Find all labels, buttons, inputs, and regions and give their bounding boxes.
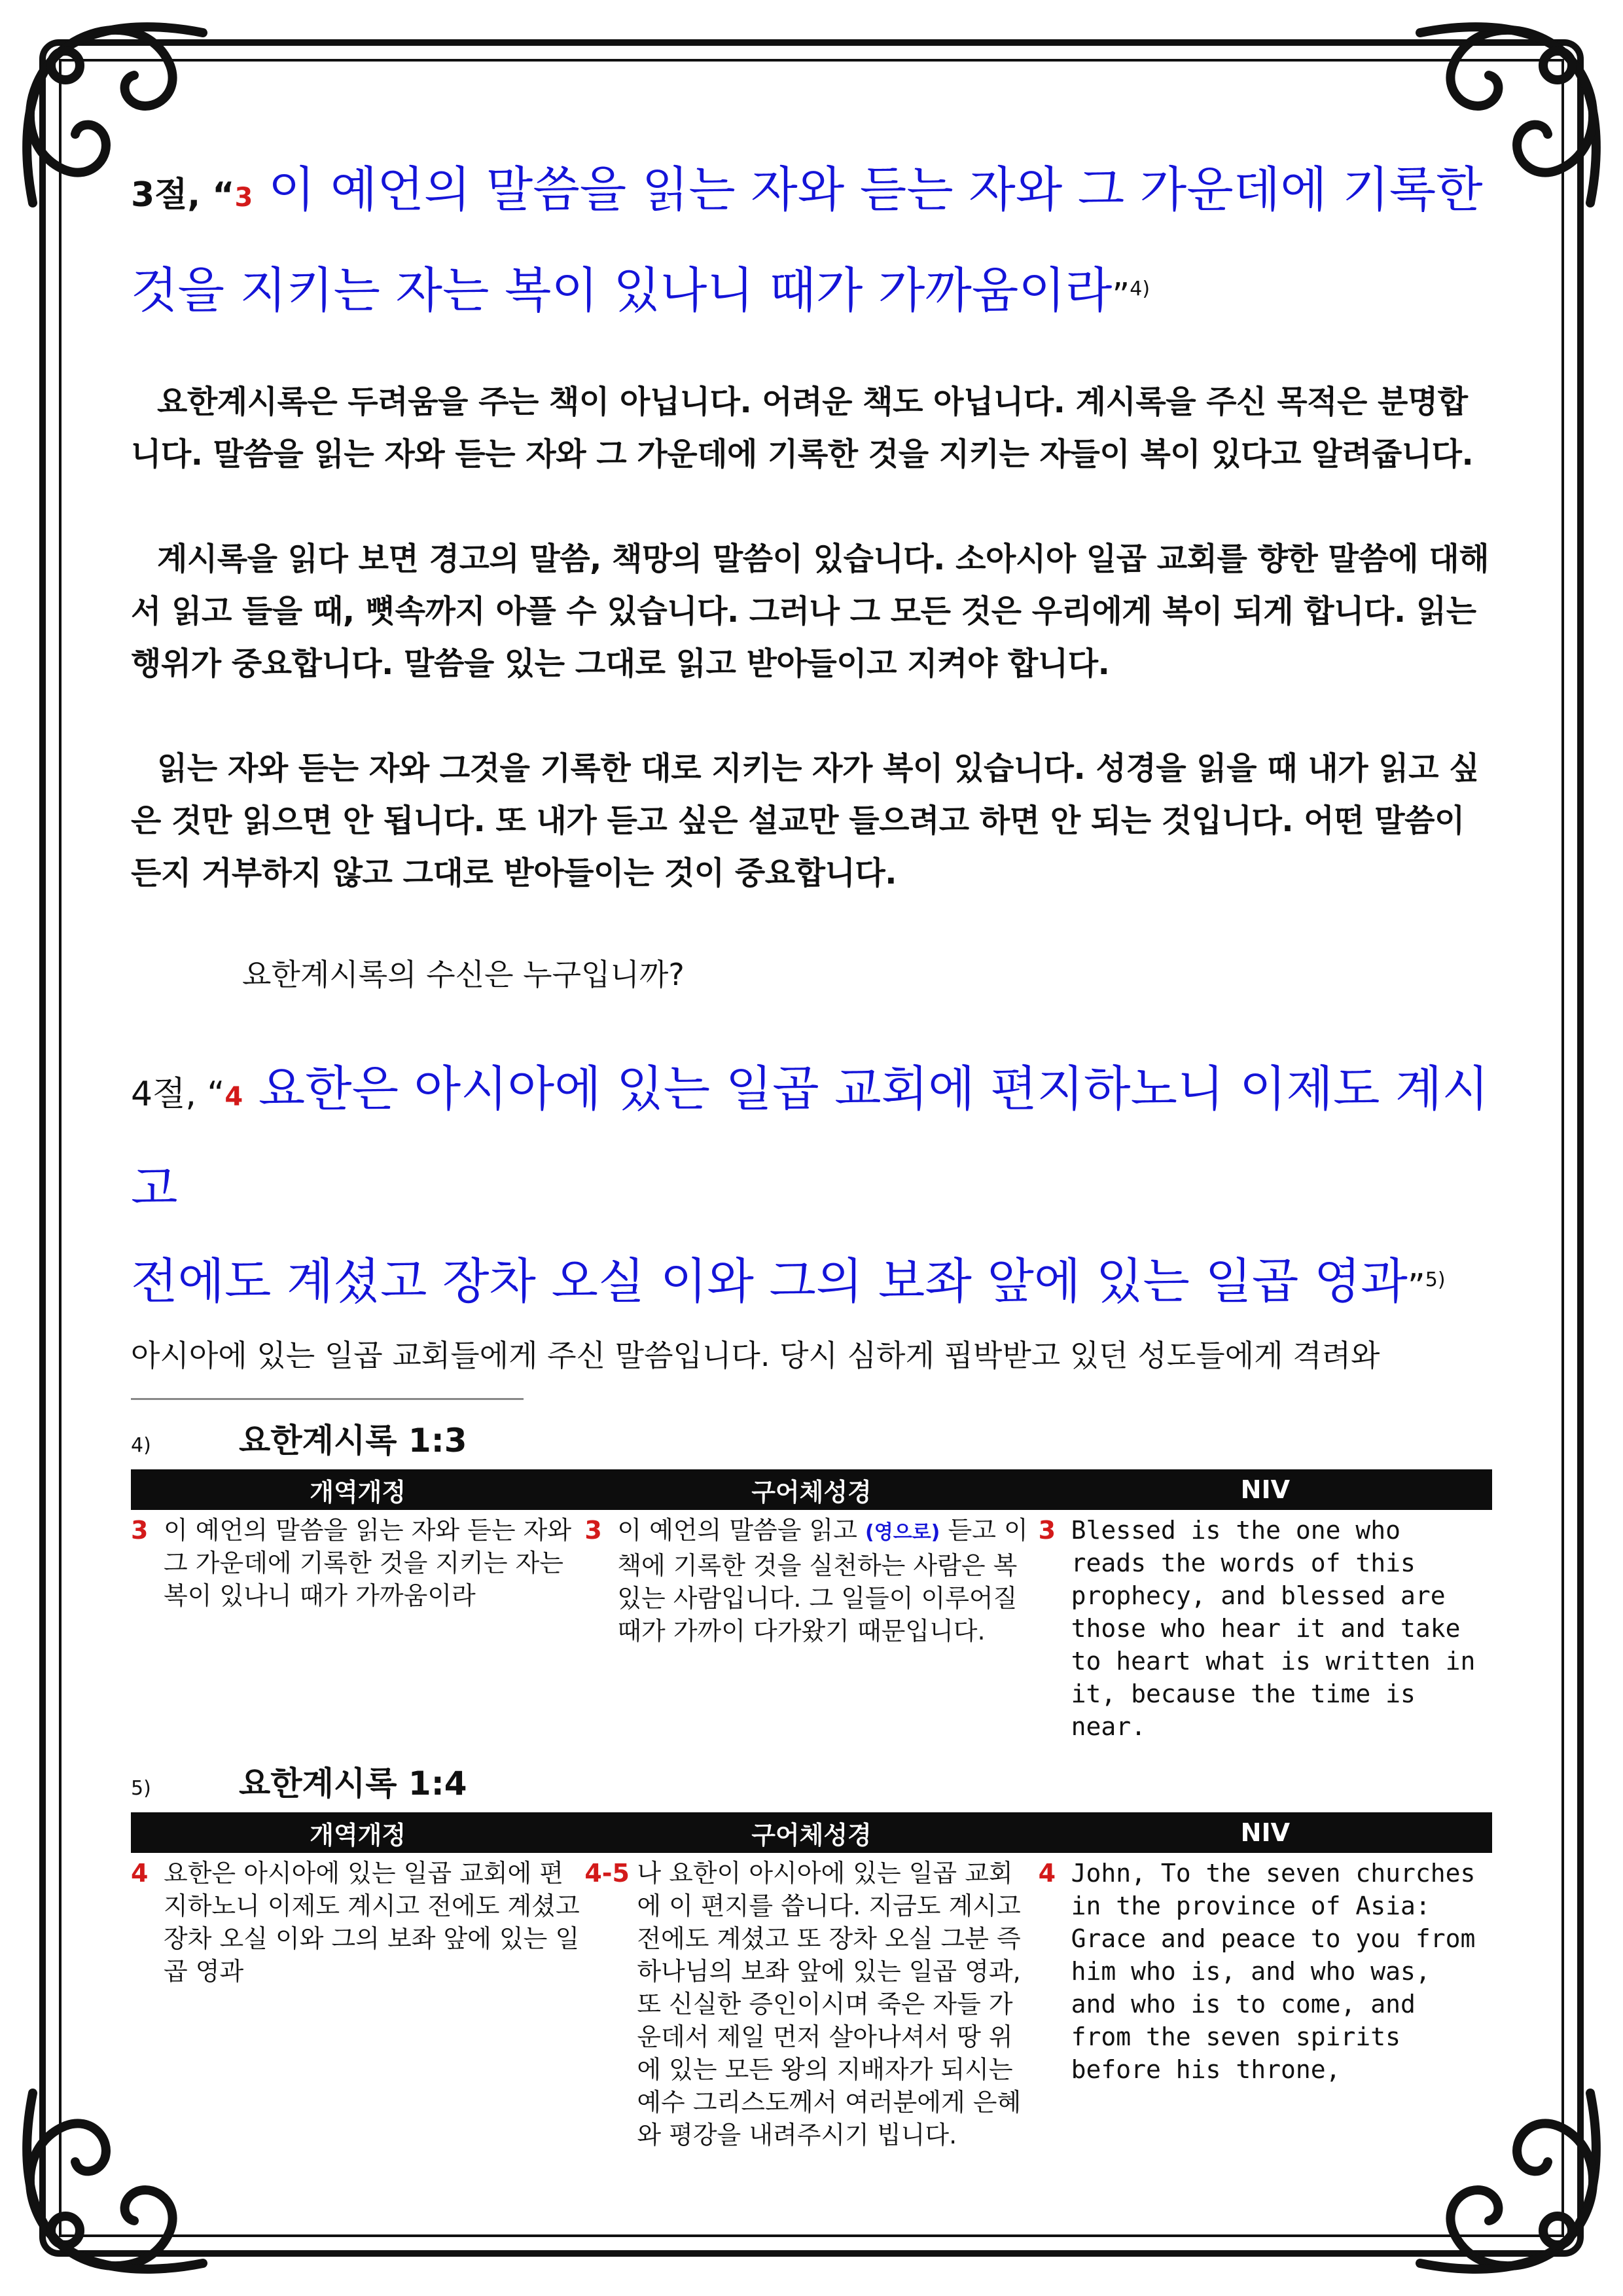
table-cell: [584, 1510, 1038, 1743]
verse-4-quote: [131, 1043, 1492, 1333]
verse-4-number: 4: [224, 1082, 243, 1112]
verse-3-line-1: [131, 144, 1492, 243]
verse-4-line-2: [131, 1234, 1492, 1333]
footnote-4-mark: 4): [131, 1434, 151, 1457]
continuation-line: 아시아에 있는 일곱 교회들에게 주신 말씀입니다. 당시 심하게 핍박받고 있던 성도들에게 격려와: [131, 1338, 1380, 1373]
footnote-4-table: [131, 1469, 1492, 1743]
verse-number: 3: [1038, 1516, 1056, 1545]
column-header: 구어체성경: [584, 1469, 1038, 1510]
verse-3-close-quote: ”: [1112, 276, 1130, 315]
footnote-ref-5: 5): [1425, 1268, 1446, 1291]
verse-text: 나 요한이 아시아에 있는 일곱 교회에 이 편지를 씁니다. 지금도 계시고 전에도 계셨고 또 장차 오실 그분 즉 하나님의 보좌 앞에 있는 일곱 영과, 또 신실한 증인이시며 죽은 자들 가운데서 제일 먼저 살아나셔서 땅 위에 있는 모든 왕의 지배자가 되시는 예수 그리스도께서 여러분에게 은혜와 평강을 내려주시기 빕니다.: [637, 1859, 1022, 2149]
paragraph-2: 계시록을 읽다 보면 경고의 말씀, 책망의 말씀이 있습니다. 소아시아 일곱 교회를 향한 말씀에 대해서 읽고 들을 때, 뼛속까지 아플 수 있습니다. 그러나 그 모든 것은 우리에게 복이 되게 합니다. 읽는 행위가 중요합니다. 말씀을 있는 그대로 읽고 받아들이고 지켜야 합니다.: [131, 541, 1489, 682]
verse-3-text-2: 것을 지키는 자는 복이 있나니 때가 가까움이라: [131, 262, 1113, 319]
verse-number: 3: [131, 1516, 149, 1545]
verse-4-close-quote: ”: [1407, 1267, 1425, 1306]
column-header: 개역개정: [131, 1469, 584, 1510]
table-row: [131, 1510, 1492, 1743]
verse-4-lead: 4절, “: [131, 1075, 225, 1114]
verse-text: [617, 1514, 1034, 1647]
verse-4-line-1: [131, 1043, 1492, 1234]
footnote-4-title: 요한계시록 1:3: [239, 1422, 467, 1460]
verse-number: 4: [131, 1859, 149, 1888]
column-header: NIV: [1039, 1812, 1492, 1853]
verse-3-lead: 3절, “: [131, 175, 235, 215]
verse-text: 요한은 아시아에 있는 일곱 교회에 편지하노니 이제도 계시고 전에도 계셨고 장차 오실 이와 그의 보좌 앞에 있는 일곱 영과: [164, 1859, 580, 1986]
footnote-5-mark: 5): [131, 1777, 151, 1800]
paragraph-1: 요한계시록은 두려움을 주는 책이 아닙니다. 어려운 책도 아닙니다. 계시록을 주신 목적은 분명합니다. 말씀을 읽는 자와 듣는 자와 그 가운데에 기록한 것을 지키는 자들이 복이 있다고 알려줍니다.: [131, 384, 1474, 473]
verse-text-part: 듣고 이 책에 기록한 것을 실천하는 사람은 복 있는 사람입니다. 그 일들이 이루어질 때가 가까이 다가왔기 때문입니다.: [617, 1516, 1028, 1645]
verse-number: 4: [1038, 1859, 1056, 1888]
question-line: 요한계시록의 수신은 누구입니까?: [242, 957, 685, 992]
footnote-4-header: [131, 1414, 1492, 1467]
footnote-5-header: [131, 1757, 1492, 1810]
verse-number: 4-5: [584, 1859, 630, 1888]
verse-text-part: 이 예언의 말씀을 읽고: [617, 1516, 866, 1545]
table-row: [131, 1853, 1492, 2151]
footnote-divider: [131, 1398, 524, 1400]
table-cell: [584, 1853, 1038, 2151]
table-cell: [1039, 1853, 1492, 2151]
table-header-row: [131, 1469, 1492, 1510]
verse-4-text-2: 전에도 계셨고 장차 오실 이와 그의 보좌 앞에 있는 일곱 영과: [131, 1253, 1408, 1310]
table-cell: [131, 1853, 584, 2151]
verse-3-text-1: 이 예언의 말씀을 읽는 자와 듣는 자와 그 가운데에 기록한: [268, 162, 1483, 218]
column-header: NIV: [1039, 1469, 1492, 1510]
verse-tag: (영으로): [865, 1521, 940, 1544]
verse-text: Blessed is the one who reads the words of this prophecy, and blessed are those who hear it and take to heart what is written in it, because the time is near.: [1071, 1516, 1476, 1741]
table-cell: [1039, 1510, 1492, 1743]
table-cell: [131, 1510, 584, 1743]
table-header-row: [131, 1812, 1492, 1853]
document-body: [131, 144, 1492, 2151]
verse-3-quote: [131, 144, 1492, 342]
verse-text: John, To the seven churches in the province of Asia: Grace and peace to you from him who is, and who was, and who is to come, and from the seven spirits before his throne,: [1071, 1859, 1476, 2084]
footnote-ref-4: 4): [1130, 278, 1150, 300]
footnote-5-table: [131, 1812, 1492, 2151]
verse-3-line-2: [131, 243, 1492, 342]
footnote-5-title: 요한계시록 1:4: [239, 1765, 467, 1803]
column-header: 개역개정: [131, 1812, 584, 1853]
paragraph-3: 읽는 자와 듣는 자와 그것을 기록한 대로 지키는 자가 복이 있습니다. 성경을 읽을 때 내가 읽고 싶은 것만 읽으면 안 됩니다. 또 내가 듣고 싶은 설교만 들으려고 하면 안 되는 것입니다. 어떤 말씀이든지 거부하지 않고 그대로 받아들이는 것이 중요합니다.: [131, 750, 1480, 891]
verse-3-number: 3: [234, 183, 253, 213]
verse-4-text-1: 요한은 아시아에 있는 일곱 교회에 편지하노니 이제도 계시고: [131, 1061, 1489, 1217]
verse-number: 3: [584, 1516, 602, 1545]
verse-text: 이 예언의 말씀을 읽는 자와 듣는 자와 그 가운데에 기록한 것을 지키는 자는 복이 있나니 때가 가까움이라: [164, 1516, 572, 1610]
column-header: 구어체성경: [584, 1812, 1038, 1853]
